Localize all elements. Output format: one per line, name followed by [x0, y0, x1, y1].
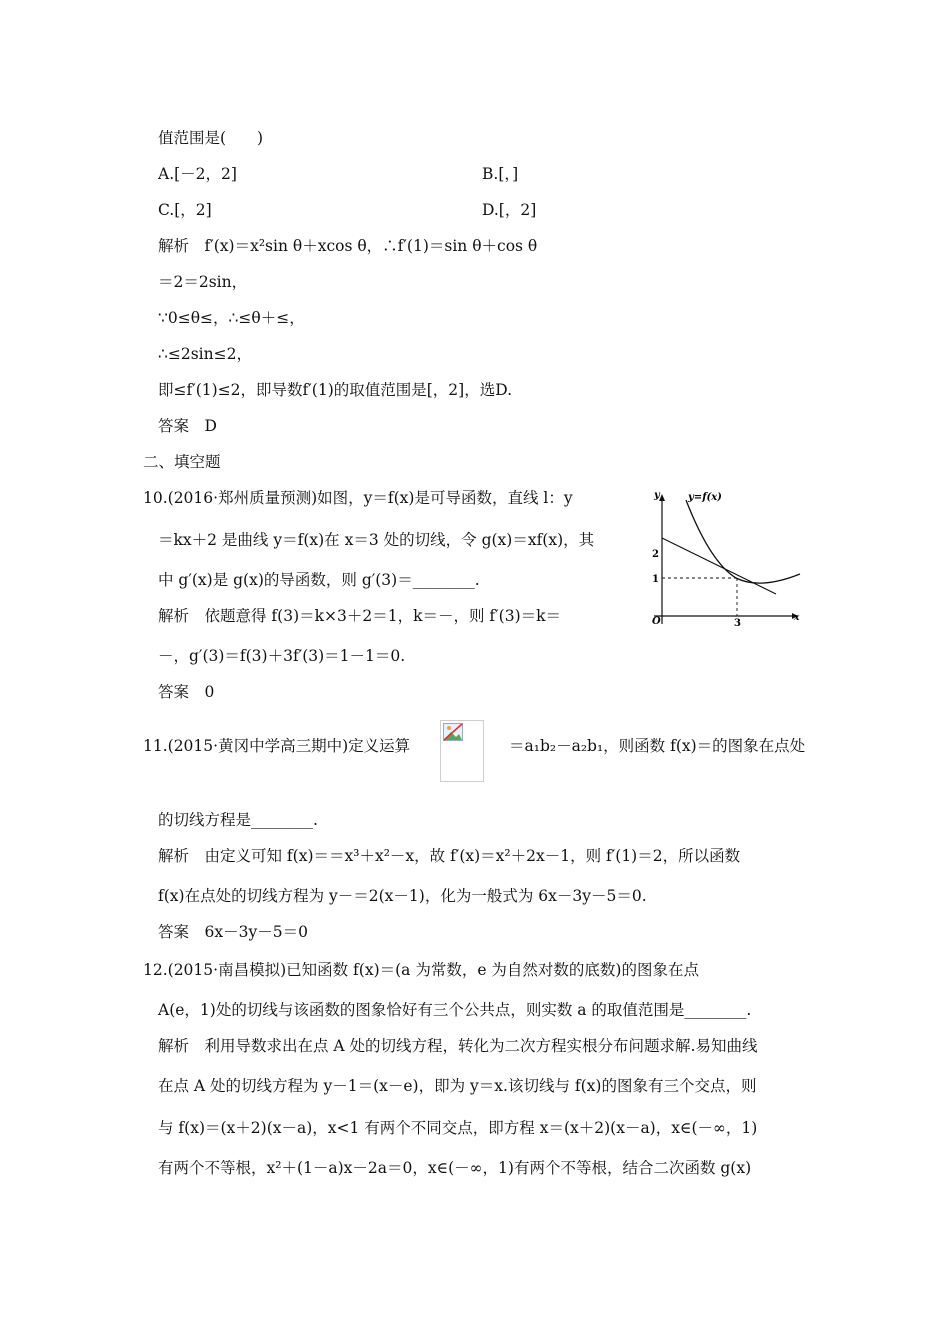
- option-a: A.[－2，2]: [158, 165, 237, 183]
- solution-11-line-2: f(x)在点处的切线方程为 y－＝2(x－1)，化为一般式为 6x－3y－5＝0.: [158, 887, 647, 905]
- origin-label: O: [652, 616, 661, 626]
- question-11-line-1b: ＝a₁b₂－a₂b₁，则函数 f(x)＝的图象在点处: [509, 737, 806, 755]
- section-heading: 二、填空题: [143, 453, 221, 471]
- solution-9-line-2: ＝2＝2sin，: [158, 273, 248, 291]
- question-12-line-1: 12.(2015·南昌模拟)已知函数 f(x)＝(a 为常数，e 为自然对数的底数)的图象在点: [143, 961, 699, 979]
- solution-11-line-1: 解析 由定义可知 f(x)＝＝x³＋x²－x，故 f′(x)＝x²＋2x－1，则 f′(1)＝2，所以函数: [158, 847, 741, 865]
- solution-12-line-4: 有两个不等根，x²＋(1－a)x－2a＝0，x∈(－∞，1)有两个不等根，结合二次函数 g(x): [158, 1159, 752, 1177]
- function-curve: [686, 500, 800, 583]
- question-10-line-1: 10.(2016·郑州质量预测)如图，y＝f(x)是可导函数，直线 l：y: [143, 489, 573, 507]
- solution-10-line-2: －，g′(3)＝f(3)＋3f′(3)＝1－1＝0.: [158, 647, 406, 665]
- broken-image-placeholder: [440, 720, 484, 782]
- option-d: D.[，2]: [482, 201, 537, 219]
- solution-9-line-3: ∵0≤θ≤，∴≤θ＋≤，: [158, 309, 305, 327]
- solution-9-line-5: 即≤f′(1)≤2，即导数f′(1)的取值范围是[，2]，选D.: [158, 381, 513, 399]
- option-b: B.[，]: [482, 165, 519, 183]
- tick-label-y-1: 1: [652, 574, 659, 585]
- question-10-line-3: 中 g′(x)是 g(x)的导函数，则 g′(3)＝________.: [158, 571, 480, 589]
- question-11-line-2: 的切线方程是________.: [158, 811, 318, 829]
- broken-image-icon: [443, 723, 463, 741]
- solution-12-line-1: 解析 利用导数求出在点 A 处的切线方程，转化为二次方程实根分布问题求解.易知曲线: [158, 1037, 758, 1055]
- question-9-stem-end: 值范围是( ): [158, 129, 264, 147]
- tangent-line: [662, 538, 776, 594]
- answer-10: 答案 0: [158, 683, 215, 701]
- option-c: C.[，2]: [158, 201, 212, 219]
- y-axis-label: y: [654, 490, 660, 501]
- solution-12-line-3: 与 f(x)＝(x＋2)(x－a)，x<1 有两个不同交点，即方程 x＝(x＋2)(x－a)，x∈(－∞，1): [158, 1119, 758, 1137]
- answer-9: 答案 D: [158, 417, 217, 435]
- solution-12-line-2: 在点 A 处的切线方程为 y－1＝(x－e)，即为 y＝x.该切线与 f(x)的图象有三个交点，则: [158, 1077, 757, 1095]
- solution-10-line-1: 解析 依题意得 f(3)＝k×3＋2＝1，k＝－，则 f′(3)＝k＝: [158, 607, 562, 625]
- x-axis-label: x: [794, 613, 800, 623]
- y-axis-arrow: [659, 494, 665, 501]
- function-graph-svg: [648, 486, 808, 626]
- tick-label-y-2: 2: [652, 549, 659, 560]
- tick-label-x-3: 3: [734, 618, 741, 626]
- solution-9-line-1: 解析 f′(x)＝x²sin θ＋xcos θ，∴f′(1)＝sin θ＋cos θ: [158, 237, 538, 255]
- question-11-line-1a: 11.(2015·黄冈中学高三期中)定义运算: [143, 737, 411, 755]
- curve-label: y=f(x): [688, 492, 722, 503]
- question-12-line-2: A(e，1)处的切线与该函数的图象恰好有三个公共点，则实数 a 的取值范围是________.: [158, 1001, 752, 1019]
- question-10-line-2: ＝kx＋2 是曲线 y＝f(x)在 x＝3 处的切线，令 g(x)＝xf(x)，其: [158, 531, 595, 549]
- solution-9-line-4: ∴≤2sin≤2，: [158, 345, 252, 363]
- function-graph-figure: [648, 486, 808, 626]
- answer-11: 答案 6x－3y－5＝0: [158, 923, 308, 941]
